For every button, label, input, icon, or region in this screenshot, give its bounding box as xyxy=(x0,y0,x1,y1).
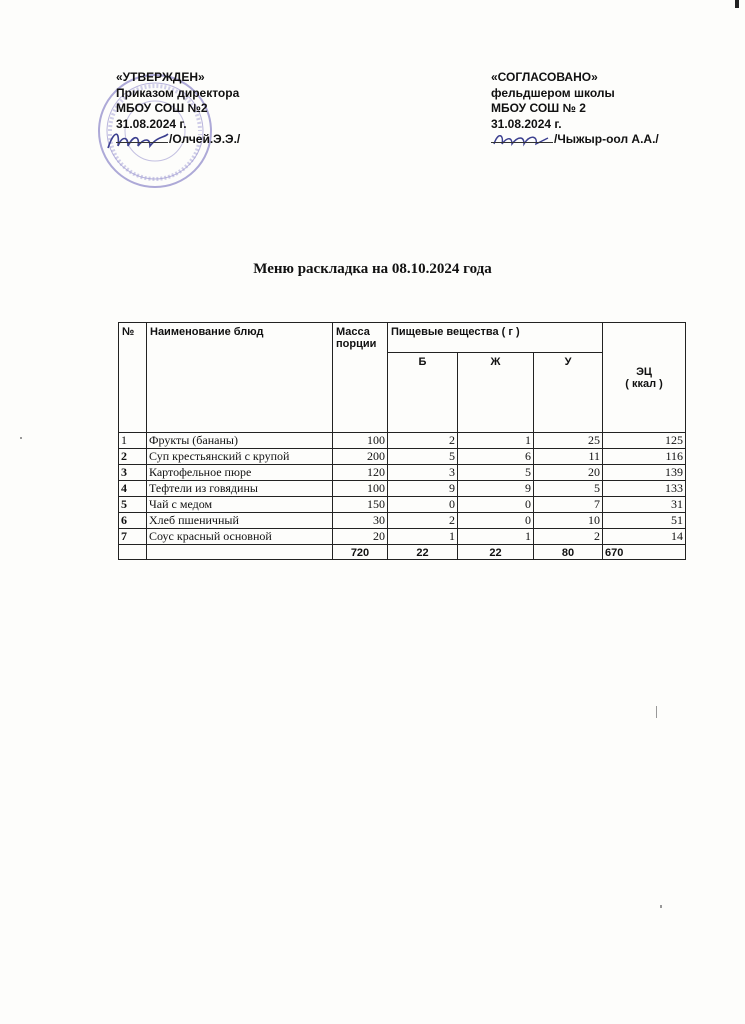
row-zh: 1 xyxy=(458,529,534,545)
agreed-heading: «СОГЛАСОВАНО» xyxy=(491,70,598,84)
approval-block-left xyxy=(116,70,240,148)
row-u: 7 xyxy=(534,497,603,513)
row-ec: 125 xyxy=(603,433,686,449)
row-u: 25 xyxy=(534,433,603,449)
header-mass: Масса порции xyxy=(333,323,388,433)
totals-zh: 22 xyxy=(458,545,534,560)
row-zh: 9 xyxy=(458,481,534,497)
row-b: 3 xyxy=(388,465,458,481)
header-u: У xyxy=(534,353,603,433)
row-b: 5 xyxy=(388,449,458,465)
row-name: Тефтели из говядины xyxy=(147,481,333,497)
totals-name xyxy=(147,545,333,560)
row-u: 5 xyxy=(534,481,603,497)
table-row xyxy=(119,481,686,497)
agreed-signer: /Чыжыр-оол А.А./ xyxy=(554,132,659,146)
row-u: 20 xyxy=(534,465,603,481)
totals-num xyxy=(119,545,147,560)
approved-line1: Приказом директора xyxy=(116,85,240,100)
row-ec: 51 xyxy=(603,513,686,529)
agreed-signer-line xyxy=(491,132,659,148)
agreed-date: 31.08.2024 г. xyxy=(491,116,562,131)
approved-signer: /Олчей.Э.Э./ xyxy=(169,132,241,146)
scan-mark xyxy=(660,905,662,908)
row-mass: 100 xyxy=(333,433,388,449)
row-mass: 30 xyxy=(333,513,388,529)
row-b: 2 xyxy=(388,513,458,529)
table-row xyxy=(119,529,686,545)
scan-mark xyxy=(656,706,657,718)
row-num: 7 xyxy=(119,529,147,545)
row-u: 10 xyxy=(534,513,603,529)
row-num: 4 xyxy=(119,481,147,497)
signature-line xyxy=(116,132,168,143)
row-ec: 133 xyxy=(603,481,686,497)
row-name: Хлеб пшеничный xyxy=(147,513,333,529)
row-ec: 116 xyxy=(603,449,686,465)
totals-ec: 670 xyxy=(603,545,686,560)
totals-b: 22 xyxy=(388,545,458,560)
scan-mark xyxy=(20,437,22,439)
row-zh: 1 xyxy=(458,433,534,449)
table-row xyxy=(119,433,686,449)
totals-mass: 720 xyxy=(333,545,388,560)
approved-heading: «УТВЕРЖДЕН» xyxy=(116,70,205,84)
header-nutrients: Пищевые вещества ( г ) xyxy=(388,323,603,353)
header-num: № xyxy=(119,323,147,433)
row-ec: 31 xyxy=(603,497,686,513)
row-mass: 120 xyxy=(333,465,388,481)
row-name: Чай с медом xyxy=(147,497,333,513)
row-name: Картофельное пюре xyxy=(147,465,333,481)
agreed-line2: МБОУ СОШ № 2 xyxy=(491,101,586,115)
row-mass: 200 xyxy=(333,449,388,465)
row-num: 2 xyxy=(119,449,147,465)
row-zh: 0 xyxy=(458,513,534,529)
table-row xyxy=(119,497,686,513)
approved-line2: МБОУ СОШ №2 xyxy=(116,101,208,115)
row-mass: 150 xyxy=(333,497,388,513)
approved-date: 31.08.2024 г. xyxy=(116,116,187,131)
row-b: 1 xyxy=(388,529,458,545)
row-name: Соус красный основной xyxy=(147,529,333,545)
page-title: Меню раскладка на 08.10.2024 года xyxy=(253,261,492,277)
table-row xyxy=(119,465,686,481)
header-ec-unit: ( ккал ) xyxy=(625,377,663,390)
table-row xyxy=(119,513,686,529)
row-zh: 5 xyxy=(458,465,534,481)
row-b: 2 xyxy=(388,433,458,449)
header-zh: Ж xyxy=(458,353,534,433)
row-zh: 0 xyxy=(458,497,534,513)
row-mass: 100 xyxy=(333,481,388,497)
row-num: 1 xyxy=(119,433,147,449)
row-u: 2 xyxy=(534,529,603,545)
approval-block-right xyxy=(491,70,659,148)
row-zh: 6 xyxy=(458,449,534,465)
row-b: 9 xyxy=(388,481,458,497)
header-ec xyxy=(603,323,686,433)
row-mass: 20 xyxy=(333,529,388,545)
header-name: Наименование блюд xyxy=(147,323,333,433)
row-name: Суп крестьянский с крупой xyxy=(147,449,333,465)
row-name: Фрукты (бананы) xyxy=(147,433,333,449)
totals-u: 80 xyxy=(534,545,603,560)
agreed-line1: фельдшером школы xyxy=(491,85,615,100)
row-num: 6 xyxy=(119,513,147,529)
row-u: 11 xyxy=(534,449,603,465)
table-row xyxy=(119,449,686,465)
approved-signer-line xyxy=(116,132,240,148)
row-num: 3 xyxy=(119,465,147,481)
row-b: 0 xyxy=(388,497,458,513)
row-ec: 139 xyxy=(603,465,686,481)
totals-row xyxy=(119,545,686,560)
row-ec: 14 xyxy=(603,529,686,545)
signature-line xyxy=(491,132,553,143)
header-b: Б xyxy=(388,353,458,433)
header-ec-label: ЭЦ xyxy=(636,365,652,378)
row-num: 5 xyxy=(119,497,147,513)
menu-table xyxy=(118,322,686,560)
scan-mark xyxy=(735,0,739,8)
